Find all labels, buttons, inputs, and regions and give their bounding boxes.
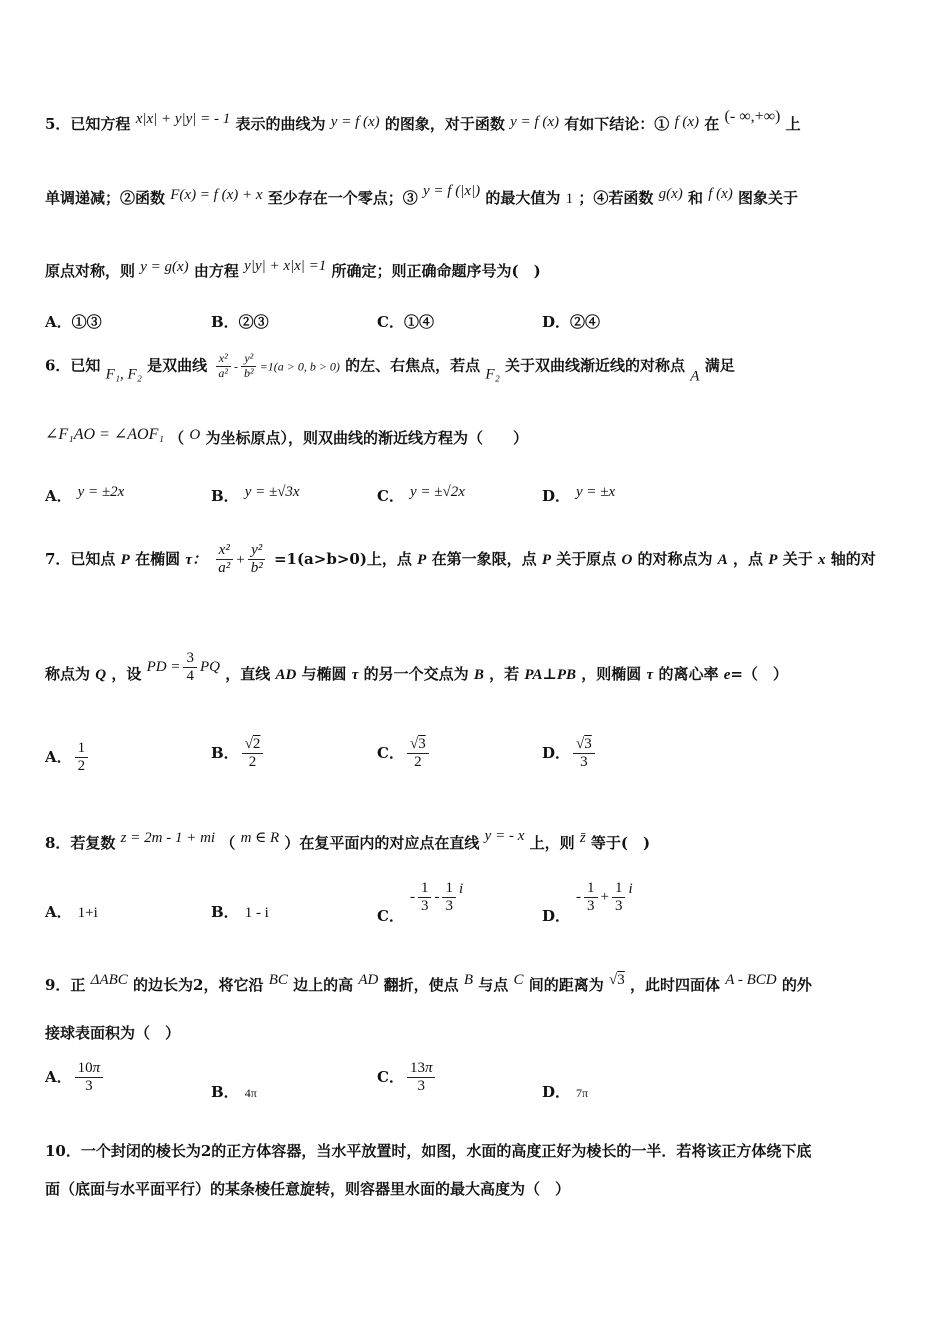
q5-line1 [45, 108, 910, 134]
q10-text: 10．一个封闭的棱长为2的正方体容器，当水平放置时，如图，水面的高度正好为棱长的一半．若将该正方体绕下底 [45, 1142, 812, 1160]
q7-text: 关于 [782, 549, 813, 568]
q7-text: 的对称点为 [637, 549, 713, 568]
q7-label: 7．已知点 [45, 549, 116, 568]
q8-text: ）在复平面内的对应点在直线 [284, 834, 480, 852]
q6-option-d[interactable] [542, 484, 615, 506]
q7-option-c[interactable] [377, 736, 432, 772]
q9-option-c[interactable] [377, 1060, 438, 1096]
q7-text: ，则椭圆 [581, 665, 642, 684]
q7-y2-over-b2: $\frac{\text{y²}}{\text{b²}}$ [248, 542, 266, 578]
option-value: 4π [244, 1086, 257, 1100]
q6-text: 的左、右焦点，若点 [345, 356, 481, 375]
q9-text: 与点 [478, 976, 509, 994]
option-label: A． [45, 1067, 72, 1086]
q9-sqrt3: √3 [609, 972, 625, 988]
q5-text: 由方程 [193, 262, 239, 280]
option-label: C． [377, 487, 404, 505]
option-label: C． [377, 1067, 404, 1086]
q7-origin: O [621, 551, 633, 568]
q7-x-axis: x [817, 551, 826, 568]
option-value: - $\frac{1}{3}$ + $\frac{1}{3}$ i [576, 880, 633, 915]
q9-line2 [45, 1022, 910, 1043]
option-value: y = ±2x [77, 484, 125, 500]
q6-condition: =1(a > 0, b > 0) [259, 359, 340, 374]
option-label: A． [45, 903, 72, 921]
option-label: B． [211, 1083, 239, 1101]
option-label: D． [542, 487, 571, 505]
q9-text: 接球表面积为（ ） [45, 1024, 181, 1042]
q5-Fx: F(x) = f (x) + x [170, 187, 263, 203]
q9-triangle: ΔABC [90, 972, 128, 988]
q10-text: 面（底面与水平面平行）的某条棱任意旋转，则容器里水面的最大高度为（ ） [45, 1180, 571, 1198]
q5-text: 的最大值为 [485, 189, 561, 207]
q8-text: 等于( ) [590, 834, 651, 852]
q5-label: 5．已知方程 [45, 115, 131, 133]
q7-option-d[interactable] [542, 736, 598, 772]
q8-m-in-r: m ∈ R [240, 830, 280, 846]
q7-text: =（ ） [730, 665, 788, 684]
q6-text: 关于双曲线渐近线的对称点 [505, 356, 686, 375]
option-value: $\frac{√3}{2}$ [407, 736, 429, 772]
option-label: A．①③ [45, 313, 102, 331]
q5-text: 有如下结论：① [564, 115, 670, 133]
option-label: A． [45, 747, 72, 766]
q7-plus: + [236, 551, 245, 568]
q5-fx: y = f (x) [510, 114, 559, 130]
q9-bc: BC [268, 972, 288, 988]
q8-text: 上，则 [529, 834, 575, 852]
q5-fx: y = f (x) [330, 114, 380, 130]
q7-tau: τ： [185, 551, 207, 568]
q8-text: （ [220, 834, 236, 852]
q8-option-c[interactable] [377, 880, 463, 926]
option-label: B． [211, 487, 239, 505]
q6-line1: 6．已知 F₁, F₂ 是双曲线 $\frac{\text{x²}}{\text{a²}}$ - $\frac{\text{y²}}{\text{b²}}$ =1(a > 0, b > 0) 的左、右焦点，若点 F₂ 关于双曲线渐近线的对称点 A 满足 [45, 351, 735, 385]
q7-point-q: Q [95, 667, 107, 684]
q9-text: 间的距离为 [528, 976, 604, 994]
option-label: D． [542, 1083, 571, 1101]
option-label: D．②④ [542, 313, 601, 331]
q7-point-p: P [768, 551, 778, 568]
option-value: y = ±√2x [409, 484, 465, 500]
q7-text: ，若 [489, 665, 520, 684]
q6-text: （ [169, 429, 185, 447]
q5-fabs: y = f (|x|) [423, 183, 481, 199]
q5-option-b[interactable] [211, 311, 269, 332]
q9-text: ，此时四面体 [630, 976, 721, 994]
q8-option-a[interactable] [45, 901, 98, 922]
q7-text: =1(a>b>0)上，点 [273, 549, 412, 568]
option-label: D． [542, 907, 571, 926]
q5-equation2: y|y| + x|x| =1 [244, 258, 327, 274]
q6-option-a[interactable] [45, 484, 124, 506]
q6-y2-over-b2: $\frac{\text{y²}}{\text{b²}}$ [241, 352, 257, 381]
q5-option-a[interactable] [45, 311, 102, 332]
q6-text: 为坐标原点），则双曲线的渐近线方程为（ ） [205, 429, 529, 447]
q7-tau: τ [351, 667, 359, 684]
q7-point-p: P [541, 551, 551, 568]
q8-z: z = 2m - 1 + mi [120, 830, 216, 846]
q7-line-ad: AD [275, 667, 297, 684]
q5-gx: g(x) [658, 186, 683, 202]
q9-c: C [513, 972, 524, 988]
q5-text: 表示的曲线为 [235, 115, 326, 133]
q6-point-a: A [690, 368, 700, 385]
option-label: B．②③ [211, 313, 269, 331]
q9-b: B [463, 972, 474, 988]
q8-line1 [45, 828, 910, 853]
q7-text: ，直线 [225, 665, 271, 684]
q5-text: 所确定；则正确命题序号为( ) [331, 262, 541, 280]
option-value: 1 - i [244, 905, 269, 921]
q8-option-b[interactable] [211, 901, 269, 922]
q5-text: 单调递减；②函数 [45, 189, 166, 207]
q5-fx2: f (x) [674, 114, 700, 130]
option-value: y = ±x [576, 484, 616, 500]
q9-text: 的外 [781, 976, 812, 994]
q8-zbar: z̄ [579, 830, 586, 846]
q9-tetrahedron: A - BCD [725, 972, 777, 988]
q6-text: 满足 [704, 356, 735, 375]
q7-text: 在第一象限，点 [431, 549, 537, 568]
option-label: D． [542, 743, 571, 762]
option-value: $\frac{13\pi}{3}$ [407, 1060, 436, 1096]
q6-f1f2: F₁, F₂ [105, 366, 142, 383]
option-label: C．①④ [377, 313, 434, 331]
q9-text: 边上的高 [293, 976, 354, 994]
q7-text: 关于原点 [556, 549, 617, 568]
q5-text: 图象关于 [738, 189, 799, 207]
option-label: B． [211, 743, 239, 762]
option-value: $\frac{1}{2}$ [75, 740, 89, 776]
q6-angle-eq: ∠F₁AO = ∠AOF₁ [45, 426, 164, 443]
q7-text: 的离心率 [658, 665, 719, 684]
q6-option-b[interactable] [211, 484, 300, 506]
q8-option-d[interactable] [542, 880, 633, 926]
q5-line2 [45, 183, 910, 208]
q7-text: 与椭圆 [301, 665, 347, 684]
q5-fx2: f (x) [708, 186, 733, 202]
q5-text: 上 [785, 115, 801, 133]
q7-text: 的另一个交点为 [363, 665, 469, 684]
q7-x2-over-a2: $\frac{\text{x²}}{\text{a²}}$ [215, 542, 233, 578]
q5-text: 至少存在一个零点；③ [267, 189, 418, 207]
q7-option-b[interactable] [211, 736, 266, 772]
q7-line1 [45, 542, 910, 578]
q7-text: ，点 [733, 549, 764, 568]
q5-option-d[interactable] [542, 311, 600, 332]
option-value: $\frac{10\pi}{3}$ [75, 1060, 104, 1096]
q7-e: e [723, 667, 731, 684]
q5-interval: (- ∞,+∞) [724, 108, 781, 125]
q5-ygx: y = g(x) [140, 259, 189, 275]
q7-text: 在椭圆 [135, 549, 181, 568]
option-label: A． [45, 487, 72, 505]
q5-option-c[interactable] [377, 311, 434, 332]
q7-text: ，设 [111, 665, 142, 684]
q8-label: 8．若复数 [45, 834, 116, 852]
q7-vector-eq: PD = $\frac{3}{4}$ PQ [146, 650, 220, 685]
option-label: B． [211, 903, 239, 921]
q7-point-b: B [473, 667, 484, 684]
q7-option-a[interactable] [45, 740, 91, 776]
q10-line2 [45, 1178, 910, 1199]
option-value: 7π [576, 1086, 589, 1100]
q7-point-p: P [120, 551, 130, 568]
q6-x2-over-a2: $\frac{\text{x²}}{\text{a²}}$ [215, 352, 231, 381]
q6-text: 是双曲线 [147, 356, 208, 375]
q9-text: 翻折，使点 [383, 976, 459, 994]
q7-tau: τ [646, 667, 654, 684]
q6-f2: F₂ [485, 366, 500, 383]
q6-line2 [45, 424, 910, 448]
q7-point-p: P [417, 551, 427, 568]
q8-line: y = - x [484, 828, 525, 844]
q7-perp: PA⊥PB [524, 667, 577, 684]
q10-line1 [45, 1140, 910, 1161]
q7-line2 [45, 650, 910, 686]
q7-text: 称点为 [45, 665, 91, 684]
q5-text: 和 [687, 189, 703, 207]
q6-option-c[interactable] [377, 484, 465, 506]
option-value: y = ±√3x [244, 484, 300, 500]
option-label: C． [377, 907, 404, 926]
q9-option-a[interactable] [45, 1060, 106, 1096]
q5-text: 在 [704, 115, 720, 133]
q5-equation: x|x| + y|y| = - 1 [135, 111, 231, 127]
option-value: 1+i [77, 905, 98, 921]
q5-text: 的图象，对于函数 [384, 115, 505, 133]
option-value: - $\frac{1}{3}$ - $\frac{1}{3}$ i [409, 880, 464, 915]
q9-label: 9．正 [45, 976, 86, 994]
q9-text: 的边长为2，将它沿 [133, 976, 264, 994]
option-value: $\frac{√2}{2}$ [242, 736, 264, 772]
q6-label: 6．已知 [45, 356, 101, 375]
q5-text: ；④若函数 [578, 189, 654, 207]
q5-one: 1 [565, 191, 574, 207]
q5-text: 原点对称，则 [45, 262, 136, 280]
q7-point-a: A [717, 551, 728, 568]
q9-option-b[interactable] [211, 1081, 257, 1102]
q6-origin: O [189, 427, 201, 443]
option-label: C． [377, 743, 404, 762]
q5-line3 [45, 258, 910, 281]
option-value: $\frac{√3}{3}$ [573, 736, 595, 772]
q9-option-d[interactable] [542, 1081, 588, 1102]
q9-line1 [45, 972, 910, 995]
q9-ad: AD [358, 972, 379, 988]
q7-text: 轴的对 [830, 549, 876, 568]
